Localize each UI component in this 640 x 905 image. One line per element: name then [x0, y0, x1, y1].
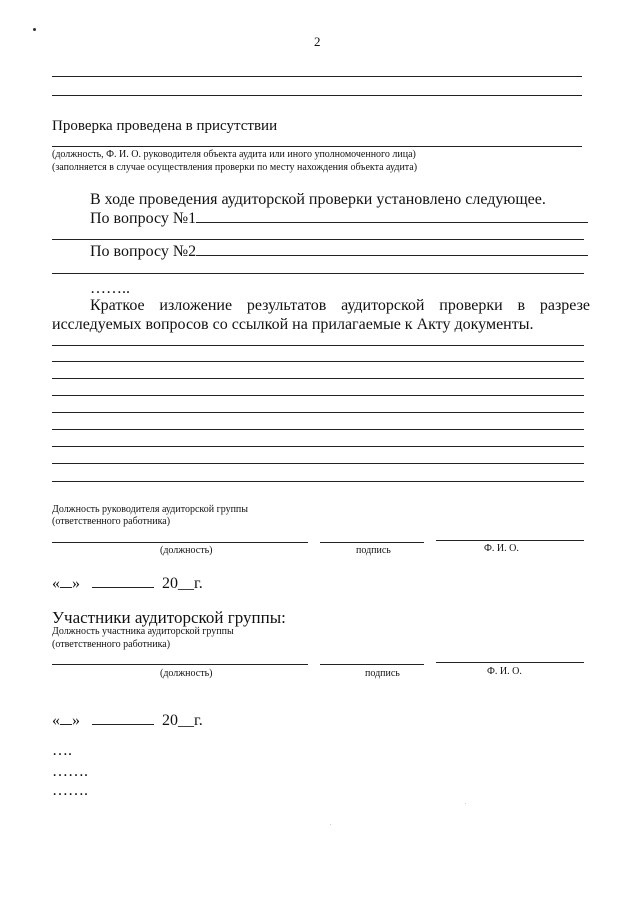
ellipsis: …….. — [90, 280, 130, 297]
question-1-label: По вопросу №1 — [90, 210, 197, 227]
date-quote-close: » — [72, 712, 80, 729]
participant-title-line-1: Должность участника аудиторской группы — [52, 626, 234, 637]
caption-signature: подпись — [356, 545, 391, 556]
scan-speck — [330, 824, 331, 825]
blank-line — [52, 76, 582, 77]
blank-line — [52, 146, 582, 147]
participant-title-line-2: (ответственного работника) — [52, 639, 171, 650]
blank-line — [52, 239, 584, 240]
question-1-row — [90, 209, 584, 228]
question-2-row — [90, 242, 584, 261]
presence-note-2: (заполняется в случае осуществления проверки по месту нахождения объекта аудита) — [52, 162, 418, 173]
presence-note-1: (должность, Ф. И. О. руководителя объекта аудита или иного уполномоченного лица) — [52, 149, 416, 160]
date-month-fill — [92, 724, 154, 725]
question-1-fill — [196, 222, 588, 223]
blank-line — [52, 481, 584, 482]
date-quote-open: « — [52, 712, 60, 729]
question-2-label: По вопросу №2 — [90, 243, 197, 260]
blank-line — [52, 463, 584, 464]
signature-line — [320, 542, 424, 543]
blank-line — [52, 361, 584, 362]
caption-position: (должность) — [160, 545, 213, 556]
findings-intro: В ходе проведения аудиторской проверки установлено следующее. — [90, 191, 546, 208]
participants-heading: Участники аудиторской группы: — [52, 608, 286, 627]
caption-signature: подпись — [365, 668, 400, 679]
trailing-dots: …. — [52, 742, 72, 759]
date-quote-open: « — [52, 575, 60, 592]
trailing-dots: ……. — [52, 763, 88, 780]
position-line — [52, 542, 308, 543]
date-month-fill — [92, 587, 154, 588]
date-day-fill — [60, 724, 72, 725]
blank-line — [52, 95, 582, 96]
blank-line — [52, 345, 584, 346]
caption-position: (должность) — [160, 668, 213, 679]
blank-line — [52, 412, 584, 413]
summary-line-2: исследуемых вопросов со ссылкой на прилагаемые к Акту документы. — [52, 316, 534, 333]
scan-speck — [33, 28, 36, 31]
blank-line — [52, 378, 584, 379]
blank-line — [52, 395, 584, 396]
summary-line-1: Краткое изложение результатов аудиторской проверки в разрезе — [90, 297, 590, 314]
participant-date — [52, 711, 203, 730]
blank-line — [52, 429, 584, 430]
name-line — [436, 662, 584, 663]
date-year: 20__г. — [162, 575, 203, 592]
presence-heading: Проверка проведена в присутствии — [52, 118, 278, 134]
date-year: 20__г. — [162, 712, 203, 729]
blank-line — [52, 273, 584, 274]
signature-line — [320, 664, 424, 665]
scan-speck — [465, 803, 466, 804]
date-quote-close: » — [72, 575, 80, 592]
leader-title-line-1: Должность руководителя аудиторской группы — [52, 504, 248, 515]
page-number: 2 — [314, 34, 321, 49]
name-line — [436, 540, 584, 541]
trailing-dots: ……. — [52, 782, 88, 799]
question-2-fill — [196, 255, 588, 256]
caption-name: Ф. И. О. — [487, 666, 522, 677]
caption-name: Ф. И. О. — [484, 543, 519, 554]
date-day-fill — [60, 587, 72, 588]
leader-title-line-2: (ответственного работника) — [52, 516, 171, 527]
leader-date — [52, 574, 203, 593]
blank-line — [52, 446, 584, 447]
position-line — [52, 664, 308, 665]
